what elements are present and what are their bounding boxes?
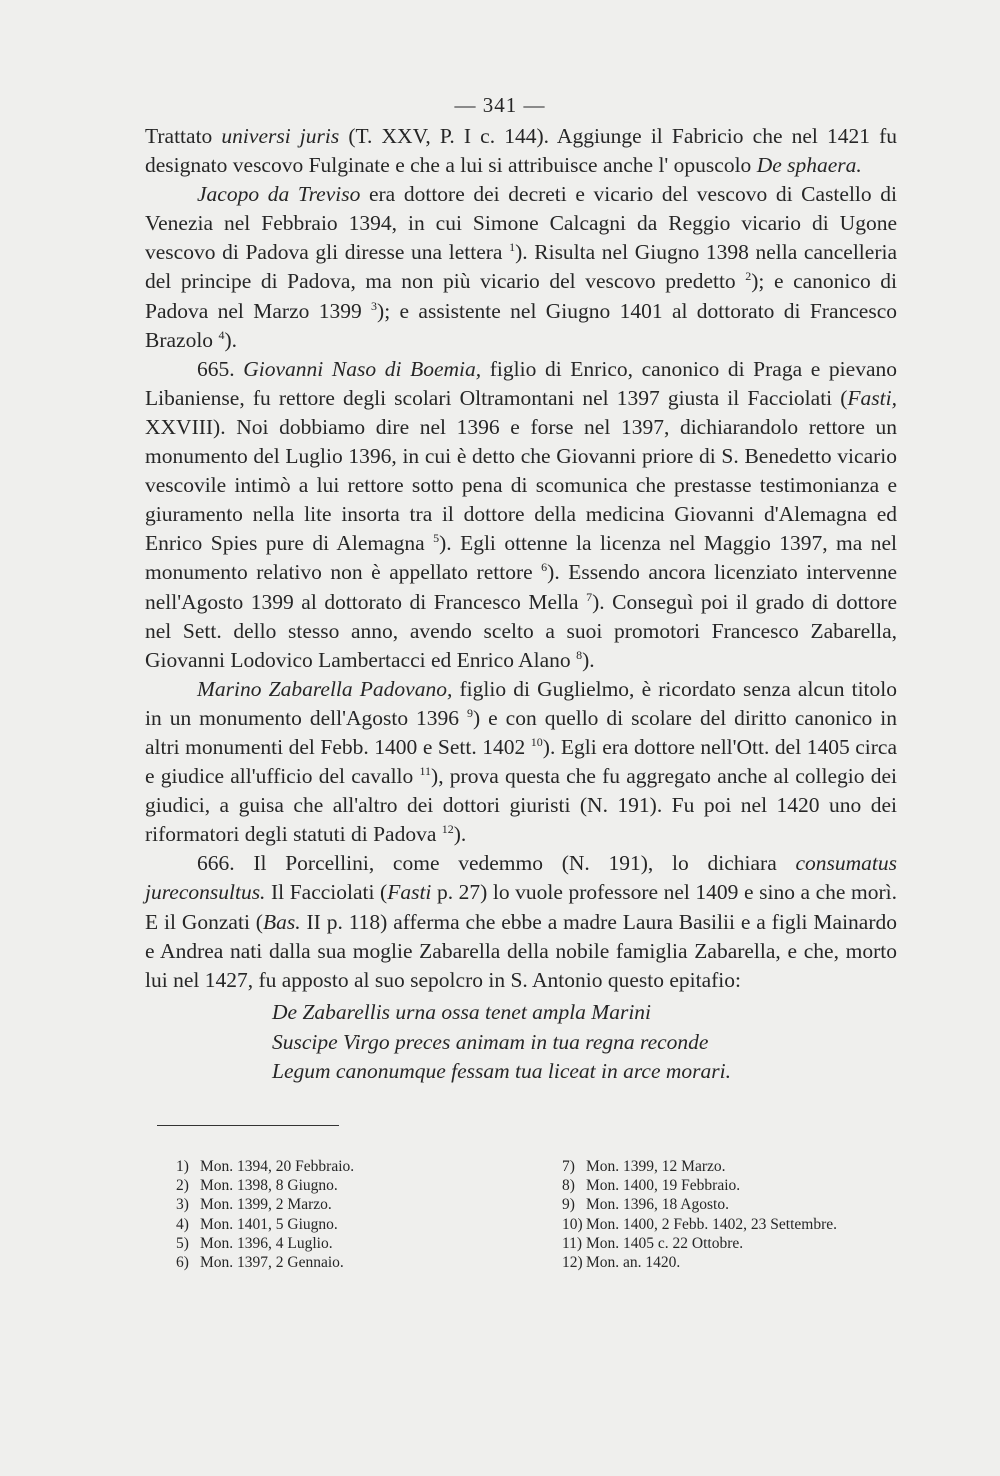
epitaph-verse	[272, 998, 872, 1087]
footnote-number: 2)	[176, 1177, 189, 1195]
text-run: ); e canonico di Padova nel Marzo 1399	[145, 269, 897, 323]
footnote-text: Mon. 1405 c. 22 Ottobre.	[586, 1234, 744, 1252]
footnote	[176, 1157, 354, 1176]
footnote-marker: 3	[371, 298, 378, 313]
italic-text: consumatus jureconsultus.	[145, 851, 897, 905]
footnote-marker: 8	[576, 647, 583, 662]
italic-text: Giovanni Naso di Boemia,	[243, 356, 482, 381]
body-text	[145, 122, 897, 995]
footnote	[562, 1215, 837, 1234]
footnote-text: Mon. 1401, 5 Giugno.	[200, 1215, 338, 1233]
text-run: figlio di Enrico, canonico di Praga e pievano Libaniense, fu rettore degli scolari Oltramontani nel 1397 giusta il Facciolati (	[145, 356, 897, 410]
footnote	[562, 1176, 837, 1195]
text-run: ). Essendo ancora licenziato intervenne nell'Agosto 1399 al dottorato di Francesco Mella	[145, 560, 897, 614]
verse-line: Legum canonumque fessam tua liceat in arce morari.	[272, 1059, 732, 1083]
italic-text: Fasti	[387, 880, 432, 905]
text-run: era dottore dei decreti e vicario del vescovo di Castello di Venezia nel Febbraio 1394, in cui Simone Calcagni da Reggio vicario di Ugone vescovo di Padova gli diresse una lettera	[145, 182, 897, 265]
text-run: (T. XXV, P. I c. 144). Aggiunge il Fabricio che nel 1421 fu designato vescovo Fulginate e che a lui si attribuisce anche l' opuscolo	[145, 124, 898, 178]
text-run: II p. 118) afferma che ebbe a madre Laura Basilii e a figli Mainardo e Andrea nati dalla sua moglie Zabarella della nobile famiglia Zabarella, e che, morto lui nel 1427, fu apposto al suo sepolcro in S. Antonio questo epitafio:	[145, 909, 897, 992]
footnote	[562, 1195, 837, 1214]
footnote-number: 4)	[176, 1215, 189, 1233]
footnote-separator	[157, 1125, 339, 1126]
italic-text: universi juris	[221, 124, 340, 148]
footnote-number: 9)	[562, 1196, 575, 1214]
footnote-text: Mon. an. 1420.	[586, 1254, 681, 1272]
footnote-text: Mon. 1400, 2 Febb. 1402, 23 Settembre.	[586, 1215, 837, 1233]
italic-text: Marino Zabarella Padovano,	[197, 676, 453, 701]
footnote-number: 3)	[176, 1196, 189, 1214]
italic-text: Jacopo da Treviso	[197, 182, 361, 207]
footnote-marker: 1	[509, 240, 516, 255]
text-run: ). Risulta nel Giugno 1398 nella cancelleria del principe di Padova, ma non più vicario del vescovo predetto	[145, 240, 897, 294]
footnote-marker: 11	[419, 764, 432, 779]
verse-line: Suscipe Virgo preces animam in tua regna reconde	[272, 1029, 709, 1054]
footnote-marker: 7	[586, 589, 593, 604]
footnote-text: Mon. 1394, 20 Febbraio.	[200, 1158, 355, 1175]
body-paragraph	[145, 355, 897, 675]
text-run: figlio di Guglielmo, è ricordato senza alcun titolo in un monumento dell'Agosto 1396	[145, 676, 897, 730]
text-run: ). Egli era dottore nell'Ott. del 1405 circa e giudice all'ufficio del cavallo	[145, 734, 897, 789]
footnote-number: 10)	[562, 1215, 583, 1233]
text-run: ).	[582, 647, 595, 672]
body-paragraph	[145, 180, 897, 355]
footnote-text: Mon. 1396, 18 Agosto.	[586, 1196, 729, 1214]
footnote	[562, 1234, 837, 1253]
footnote-marker: 12	[441, 822, 454, 837]
italic-text: Bas.	[262, 909, 301, 934]
italic-text: Fasti,	[847, 385, 897, 410]
text-run: ), prova questa che fu aggregato anche al collegio dei giudici, a guisa che all'altro dei dottori giuristi (N. 191). Fu poi nel 1420 uno dei riformatori degli statuti di Padova	[145, 764, 897, 847]
footnote-number: 7)	[562, 1158, 575, 1175]
footnote	[562, 1157, 837, 1176]
text-run: ).	[453, 822, 467, 847]
footnote-text: Mon. 1397, 2 Gennaio.	[200, 1254, 344, 1272]
footnotes-left-column	[176, 1157, 354, 1272]
text-run: 666. Il Porcellini, come vedemmo (N. 191), lo dichiara	[197, 851, 796, 876]
text-run: XXVIII). Noi dobbiamo dire nel 1396 e forse nel 1397, dichiarandolo rettore un monumento del Luglio 1396, in cui è detto che Giovanni priore di S. Benedetto vicario vescovile intimò a lui rettore sotto pena di scomunica che prestasse testimonianza e giuramento nella lite insorta tra il dottore della medicina Giovanni d'Alemagna ed Enrico Spies pure di Alemagna	[145, 414, 897, 556]
page-number: — 341 —	[454, 93, 546, 117]
footnote-text: Mon. 1398, 8 Giugno.	[200, 1177, 338, 1195]
footnote	[176, 1215, 354, 1234]
footnote-marker: 2	[745, 269, 752, 284]
body-paragraph	[145, 675, 897, 850]
text-run: Trattato	[145, 124, 222, 148]
text-run: p. 27) lo vuole professore nel 1409 e sino a che morì. E il Gonzati (	[145, 880, 897, 934]
text-run: Il Facciolati (	[265, 880, 388, 905]
footnote-number: 12)	[562, 1254, 583, 1272]
footnote-marker: 4	[218, 327, 225, 342]
footnote-text: Mon. 1399, 12 Marzo.	[586, 1158, 726, 1175]
text-run: ); e assistente nel Giugno 1401 al dottorato di Francesco Brazolo	[145, 298, 897, 352]
footnotes-right-column	[562, 1157, 837, 1272]
footnote-number: 8)	[562, 1177, 575, 1195]
footnote-number: 5)	[176, 1234, 189, 1252]
footnote-marker: 5	[433, 531, 440, 546]
footnote	[176, 1195, 354, 1214]
footnote-text: Mon. 1396, 4 Luglio.	[200, 1234, 333, 1252]
body-paragraph	[145, 849, 897, 994]
footnote-number: 1)	[176, 1158, 189, 1175]
footnote-text: Mon. 1400, 19 Febbraio.	[586, 1177, 741, 1195]
footnote-number: 11)	[562, 1234, 583, 1252]
footnote-text: Mon. 1399, 2 Marzo.	[200, 1196, 332, 1214]
footnote-marker: 10	[530, 734, 543, 749]
text-run: ).	[224, 327, 237, 352]
text-run: ) e con quello di scolare del diritto canonico in altri monumenti del Febb. 1400 e Sett. 1402	[145, 705, 898, 759]
footnote	[176, 1234, 354, 1253]
body-paragraph	[145, 122, 897, 180]
footnote	[562, 1253, 837, 1272]
italic-text: De sphaera.	[756, 153, 862, 178]
footnote-marker: 9	[467, 705, 474, 720]
footnote	[176, 1176, 354, 1195]
footnote	[176, 1253, 354, 1272]
text-run: ). Conseguì poi il grado di dottore nel Sett. dello stesso anno, avendo scelto a suoi promotori Francesco Zabarella, Giovanni Lodovico Lambertacci ed Enrico Alano	[145, 589, 897, 672]
text-run: ). Egli ottenne la licenza nel Maggio 1397, ma nel monumento relativo non è appellato rettore	[145, 531, 897, 585]
footnote-number: 6)	[176, 1254, 189, 1272]
footnote-marker: 6	[541, 560, 548, 575]
text-run: 665.	[197, 356, 244, 381]
verse-line: De Zabarellis urna ossa tenet ampla Marini	[272, 1000, 652, 1024]
